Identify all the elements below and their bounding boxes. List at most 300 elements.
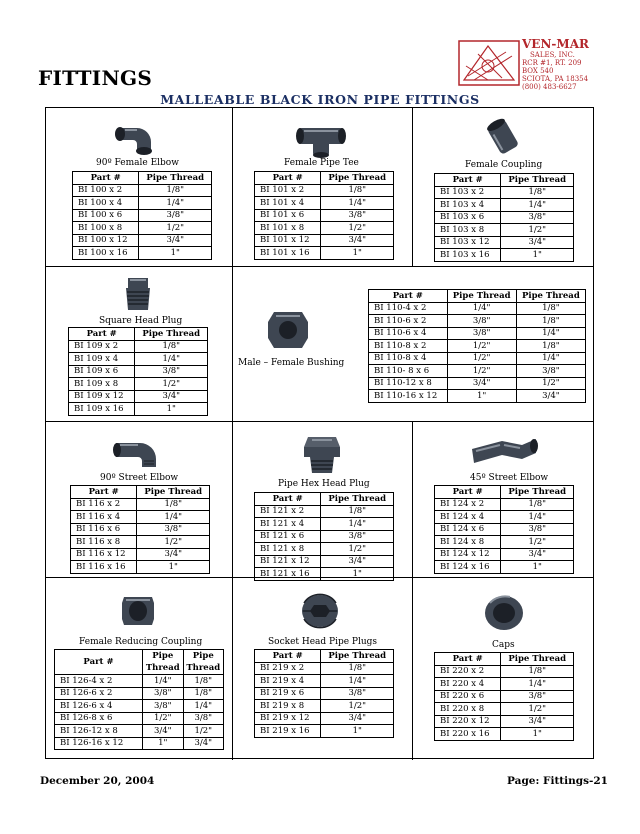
table-row: [255, 505, 394, 518]
footer-date: December 20, 2004: [40, 775, 155, 787]
table-row: [255, 543, 394, 556]
thread-size: 3/8": [135, 365, 208, 378]
part-number: BI 100 x 2: [73, 184, 139, 197]
part-number: BI 109 x 6: [69, 365, 135, 378]
part-table: [434, 173, 574, 262]
part-number: BI 110-16 x 12: [369, 390, 448, 403]
part-number: BI 121 x 12: [255, 555, 321, 568]
part-number: BI 103 x 12: [435, 236, 501, 249]
table-row: [55, 725, 224, 738]
part-number: BI 121 x 4: [255, 518, 321, 531]
part-number: BI 116 x 6: [71, 523, 137, 536]
table-row: [435, 236, 574, 249]
table-row: [255, 247, 394, 260]
part-number: BI 109 x 16: [69, 403, 135, 416]
thread-size: 1/2": [321, 700, 394, 713]
column-header: Thread: [143, 662, 184, 675]
part-table: [434, 485, 574, 574]
pipe-tee-photo: [294, 122, 348, 158]
large-thread: 1": [143, 737, 184, 750]
table-row: [71, 511, 210, 524]
product-cell-hexplug: [232, 421, 412, 577]
table-row: [71, 523, 210, 536]
part-number: BI 116 x 4: [71, 511, 137, 524]
table-row: [55, 675, 224, 688]
column-header: Part #: [369, 290, 448, 303]
part-table: [254, 171, 394, 260]
part-number: BI 116 x 8: [71, 536, 137, 549]
column-header: Part #: [69, 328, 135, 341]
column-header: Part #: [71, 486, 137, 499]
column-header: Pipe Thread: [137, 486, 210, 499]
part-table: [434, 652, 574, 741]
table-row: [255, 184, 394, 197]
table-row: [435, 728, 574, 741]
table-row: [369, 327, 586, 340]
table-row: [255, 209, 394, 222]
thread-size: 1": [321, 725, 394, 738]
product-cell-elbow90: [46, 108, 232, 266]
table-row: [369, 315, 586, 328]
male-thread: 3/4": [447, 377, 516, 390]
part-number: BI 109 x 2: [69, 340, 135, 353]
thread-size: 3/8": [139, 209, 212, 222]
table-row: [255, 555, 394, 568]
table-row: [435, 665, 574, 678]
product-name: Caps: [492, 640, 515, 650]
male-thread: 1/2": [447, 365, 516, 378]
part-number: BI 220 x 12: [435, 715, 501, 728]
column-header: Part #: [73, 172, 139, 185]
part-number: BI 124 x 6: [435, 523, 501, 536]
part-number: BI 103 x 6: [435, 211, 501, 224]
thread-size: 1": [321, 568, 394, 581]
part-number: BI 109 x 12: [69, 390, 135, 403]
table-row: [73, 209, 212, 222]
product-cell-tee: [232, 108, 412, 266]
table-row: [71, 548, 210, 561]
part-number: BI 116 x 2: [71, 498, 137, 511]
table-row: [69, 403, 208, 416]
part-number: BI 100 x 8: [73, 222, 139, 235]
table-row: [69, 353, 208, 366]
part-number: BI 220 x 4: [435, 678, 501, 691]
thread-size: 1": [501, 249, 574, 262]
table-row: [435, 523, 574, 536]
table-row: [369, 352, 586, 365]
table-row: [255, 687, 394, 700]
table-row: [255, 197, 394, 210]
thread-size: 3/4": [135, 390, 208, 403]
column-header: Pipe Thread: [516, 290, 585, 303]
street-elbow-90-photo: [112, 435, 166, 469]
part-table: [54, 649, 224, 750]
column-header: Thread: [183, 662, 224, 675]
part-number: BI 100 x 4: [73, 197, 139, 210]
logo-line: RCR #1, RT. 209: [522, 59, 582, 67]
table-row: [71, 498, 210, 511]
thread-size: 1/2": [137, 536, 210, 549]
thread-size: 3/8": [321, 687, 394, 700]
page-subtitle: MALLEABLE BLACK IRON PIPE FITTINGS: [160, 92, 480, 107]
small-thread: 1/2": [183, 725, 224, 738]
part-number: BI 101 x 12: [255, 234, 321, 247]
column-header: Pipe Thread: [501, 653, 574, 666]
part-number: BI 124 x 2: [435, 498, 501, 511]
company-logo: [458, 38, 618, 94]
table-row: [71, 536, 210, 549]
thread-size: 3/4": [321, 555, 394, 568]
large-thread: 3/8": [143, 687, 184, 700]
part-number: BI 110- 8 x 6: [369, 365, 448, 378]
part-number: BI 121 x 16: [255, 568, 321, 581]
part-number: BI 219 x 12: [255, 712, 321, 725]
part-number: BI 110-8 x 4: [369, 352, 448, 365]
large-thread: 3/4": [143, 725, 184, 738]
logo-line: SALES, INC.: [530, 51, 575, 59]
part-number: BI 103 x 4: [435, 199, 501, 212]
part-number: BI 100 x 16: [73, 247, 139, 260]
part-number: BI 101 x 8: [255, 222, 321, 235]
thread-size: 1/8": [135, 340, 208, 353]
part-table: [68, 327, 208, 416]
logo-line: BOX 540: [522, 67, 554, 75]
part-number: BI 121 x 8: [255, 543, 321, 556]
thread-size: 3/4": [501, 715, 574, 728]
thread-size: 1/2": [321, 543, 394, 556]
thread-size: 1/4": [501, 678, 574, 691]
part-number: BI 110-8 x 2: [369, 340, 448, 353]
part-number: BI 126-16 x 12: [55, 737, 143, 750]
table-row: [369, 390, 586, 403]
table-row: [255, 234, 394, 247]
table-row: [71, 561, 210, 574]
table-row: [435, 536, 574, 549]
part-number: BI 109 x 4: [69, 353, 135, 366]
product-cell-bushing: [232, 266, 595, 421]
large-thread: 1/2": [143, 712, 184, 725]
thread-size: 1": [501, 728, 574, 741]
table-row: [73, 197, 212, 210]
thread-size: 1": [321, 247, 394, 260]
table-row: [55, 700, 224, 713]
product-cell-caps: [412, 577, 595, 760]
hex-head-plug-photo: [302, 433, 342, 475]
thread-size: 1/8": [501, 665, 574, 678]
male-thread: 3/8": [447, 327, 516, 340]
column-header: Pipe Thread: [321, 172, 394, 185]
product-cell-reducing: [46, 577, 232, 760]
column-header: Part #: [255, 493, 321, 506]
part-number: BI 110-4 x 2: [369, 302, 448, 315]
table-row: [369, 377, 586, 390]
socket-head-plug-photo: [298, 591, 342, 631]
part-table: [254, 649, 394, 738]
table-row: [73, 247, 212, 260]
small-thread: 3/8": [183, 712, 224, 725]
thread-size: 1/2": [501, 703, 574, 716]
logo-line: SCIOTA, PA 18354: [522, 75, 589, 83]
part-number: BI 219 x 16: [255, 725, 321, 738]
table-row: [255, 700, 394, 713]
reducing-coupling-photo: [118, 591, 158, 631]
thread-size: 1/8": [321, 505, 394, 518]
street-elbow-45-photo: [468, 435, 540, 469]
thread-size: 1/8": [501, 186, 574, 199]
thread-size: 3/8": [321, 530, 394, 543]
part-number: BI 220 x 6: [435, 690, 501, 703]
part-number: BI 126-8 x 6: [55, 712, 143, 725]
table-row: [435, 690, 574, 703]
thread-size: 3/4": [321, 712, 394, 725]
part-number: BI 110-12 x 8: [369, 377, 448, 390]
table-row: [435, 224, 574, 237]
thread-size: 1/8": [321, 662, 394, 675]
table-row: [255, 222, 394, 235]
small-thread: 1/8": [183, 687, 224, 700]
table-row: [435, 186, 574, 199]
part-number: BI 110-6 x 2: [369, 315, 448, 328]
part-number: BI 126-6 x 4: [55, 700, 143, 713]
table-row: [55, 687, 224, 700]
page-title: FITTINGS: [38, 66, 153, 90]
thread-size: 3/4": [321, 234, 394, 247]
male-thread: 1/4": [447, 302, 516, 315]
part-number: BI 124 x 4: [435, 511, 501, 524]
part-number: BI 219 x 2: [255, 662, 321, 675]
male-thread: 3/8": [447, 315, 516, 328]
thread-size: 1": [139, 247, 212, 260]
small-thread: 1/4": [183, 700, 224, 713]
part-number: BI 101 x 2: [255, 184, 321, 197]
thread-size: 1/2": [321, 222, 394, 235]
table-row: [55, 737, 224, 750]
part-number: BI 116 x 16: [71, 561, 137, 574]
part-number: BI 220 x 8: [435, 703, 501, 716]
logo-line: (800) 483-6627: [522, 83, 577, 91]
thread-size: 1/4": [137, 511, 210, 524]
small-thread: 1/8": [183, 675, 224, 688]
table-row: [73, 222, 212, 235]
table-row: [73, 234, 212, 247]
female-coupling-photo: [486, 118, 520, 156]
logo-name: VEN-MAR: [522, 37, 589, 51]
product-cell-coupling: [412, 108, 595, 266]
table-row: [435, 511, 574, 524]
product-name: Female Reducing Coupling: [79, 637, 203, 647]
part-table: [72, 171, 212, 260]
part-number: BI 126-12 x 8: [55, 725, 143, 738]
column-header: Part #: [435, 653, 501, 666]
thread-size: 1": [137, 561, 210, 574]
table-row: [369, 340, 586, 353]
part-number: BI 101 x 16: [255, 247, 321, 260]
part-number: BI 219 x 4: [255, 675, 321, 688]
part-number: BI 126-4 x 2: [55, 675, 143, 688]
table-row: [435, 715, 574, 728]
part-number: BI 100 x 12: [73, 234, 139, 247]
thread-size: 3/4": [137, 548, 210, 561]
product-name: Square Head Plug: [99, 316, 183, 326]
thread-size: 3/4": [501, 548, 574, 561]
table-row: [369, 365, 586, 378]
product-grid: [45, 107, 594, 759]
female-thread: 1/2": [516, 377, 585, 390]
table-row: [435, 703, 574, 716]
product-name: Female Pipe Tee: [284, 158, 359, 168]
product-name: Female Coupling: [465, 160, 543, 170]
column-header: Pipe Thread: [321, 650, 394, 663]
part-number: BI 124 x 16: [435, 561, 501, 574]
thread-size: 1/2": [501, 536, 574, 549]
part-number: BI 124 x 8: [435, 536, 501, 549]
column-header: Pipe Thread: [501, 486, 574, 499]
column-header: Part #: [435, 486, 501, 499]
table-row: [69, 365, 208, 378]
column-header: Pipe Thread: [139, 172, 212, 185]
table-row: [255, 725, 394, 738]
male-thread: 1/2": [447, 352, 516, 365]
part-number: BI 219 x 8: [255, 700, 321, 713]
column-header: Pipe Thread: [501, 174, 574, 187]
part-number: BI 101 x 6: [255, 209, 321, 222]
table-row: [435, 249, 574, 262]
thread-size: 1/4": [139, 197, 212, 210]
table-row: [69, 390, 208, 403]
table-row: [255, 530, 394, 543]
column-header: Pipe Thread: [321, 493, 394, 506]
table-row: [435, 498, 574, 511]
thread-size: 3/8": [501, 523, 574, 536]
male-thread: 1/2": [447, 340, 516, 353]
part-number: BI 126-6 x 2: [55, 687, 143, 700]
thread-size: 1/8": [139, 184, 212, 197]
footer-page-number: Page: Fittings-21: [507, 775, 608, 787]
part-number: BI 219 x 6: [255, 687, 321, 700]
thread-size: 3/4": [501, 236, 574, 249]
thread-size: 1/2": [139, 222, 212, 235]
product-name: Pipe Hex Head Plug: [278, 479, 370, 489]
table-row: [435, 211, 574, 224]
column-header: Pipe Thread: [447, 290, 516, 303]
table-row: [435, 199, 574, 212]
part-number: BI 103 x 16: [435, 249, 501, 262]
table-row: [55, 712, 224, 725]
table-row: [369, 302, 586, 315]
table-row: [255, 518, 394, 531]
thread-size: 1/8": [321, 184, 394, 197]
part-number: BI 103 x 2: [435, 186, 501, 199]
table-row: [435, 561, 574, 574]
part-number: BI 121 x 6: [255, 530, 321, 543]
part-table: [70, 485, 210, 574]
thread-size: 1/4": [135, 353, 208, 366]
product-name: Male – Female Bushing: [238, 358, 345, 368]
part-table: [254, 492, 394, 581]
female-elbow-photo: [111, 120, 161, 156]
logo-mark-icon: [458, 40, 520, 86]
table-row: [255, 675, 394, 688]
thread-size: 3/8": [321, 209, 394, 222]
thread-size: 1/4": [501, 511, 574, 524]
thread-size: 1/4": [321, 675, 394, 688]
column-header: Part #: [55, 650, 143, 675]
part-number: BI 110-6 x 4: [369, 327, 448, 340]
column-header: Pipe: [143, 650, 184, 663]
part-number: BI 121 x 2: [255, 505, 321, 518]
thread-size: 1/4": [321, 197, 394, 210]
part-number: BI 101 x 4: [255, 197, 321, 210]
column-header: Part #: [255, 650, 321, 663]
part-table: [368, 289, 586, 403]
product-cell-plug: [46, 266, 232, 421]
table-row: [435, 678, 574, 691]
small-thread: 3/4": [183, 737, 224, 750]
female-thread: 1/4": [516, 352, 585, 365]
large-thread: 3/8": [143, 700, 184, 713]
table-row: [435, 548, 574, 561]
thread-size: 1/4": [321, 518, 394, 531]
female-thread: 1/8": [516, 302, 585, 315]
female-thread: 1/8": [516, 315, 585, 328]
thread-size: 3/8": [501, 211, 574, 224]
column-header: Part #: [255, 172, 321, 185]
table-row: [69, 340, 208, 353]
thread-size: 3/8": [137, 523, 210, 536]
thread-size: 1/2": [135, 378, 208, 391]
part-number: BI 103 x 8: [435, 224, 501, 237]
table-row: [69, 378, 208, 391]
part-number: BI 100 x 6: [73, 209, 139, 222]
thread-size: 1": [135, 403, 208, 416]
male-thread: 1": [447, 390, 516, 403]
column-header: Pipe: [183, 650, 224, 663]
part-number: BI 220 x 2: [435, 665, 501, 678]
thread-size: 3/8": [501, 690, 574, 703]
column-header: Pipe Thread: [135, 328, 208, 341]
product-name: 45º Street Elbow: [470, 473, 549, 483]
column-header: Part #: [435, 174, 501, 187]
large-thread: 1/4": [143, 675, 184, 688]
product-name: 90º Street Elbow: [100, 473, 179, 483]
cap-photo: [482, 593, 526, 633]
thread-size: 1/4": [501, 199, 574, 212]
part-number: BI 124 x 12: [435, 548, 501, 561]
thread-size: 1/8": [501, 498, 574, 511]
thread-size: 1": [501, 561, 574, 574]
table-row: [255, 662, 394, 675]
product-cell-socket: [232, 577, 412, 760]
part-number: BI 220 x 16: [435, 728, 501, 741]
table-row: [73, 184, 212, 197]
thread-size: 1/2": [501, 224, 574, 237]
female-thread: 3/8": [516, 365, 585, 378]
female-thread: 1/8": [516, 340, 585, 353]
part-number: BI 116 x 12: [71, 548, 137, 561]
product-cell-street90: [46, 421, 232, 577]
product-name: Socket Head Pipe Plugs: [268, 637, 378, 647]
part-number: BI 109 x 8: [69, 378, 135, 391]
bushing-photo: [266, 306, 310, 354]
female-thread: 3/4": [516, 390, 585, 403]
thread-size: 3/4": [139, 234, 212, 247]
female-thread: 1/4": [516, 327, 585, 340]
product-name: 90º Female Elbow: [96, 158, 179, 168]
thread-size: 1/8": [137, 498, 210, 511]
table-row: [255, 712, 394, 725]
square-head-plug-photo: [118, 276, 158, 312]
product-cell-street45: [412, 421, 595, 577]
